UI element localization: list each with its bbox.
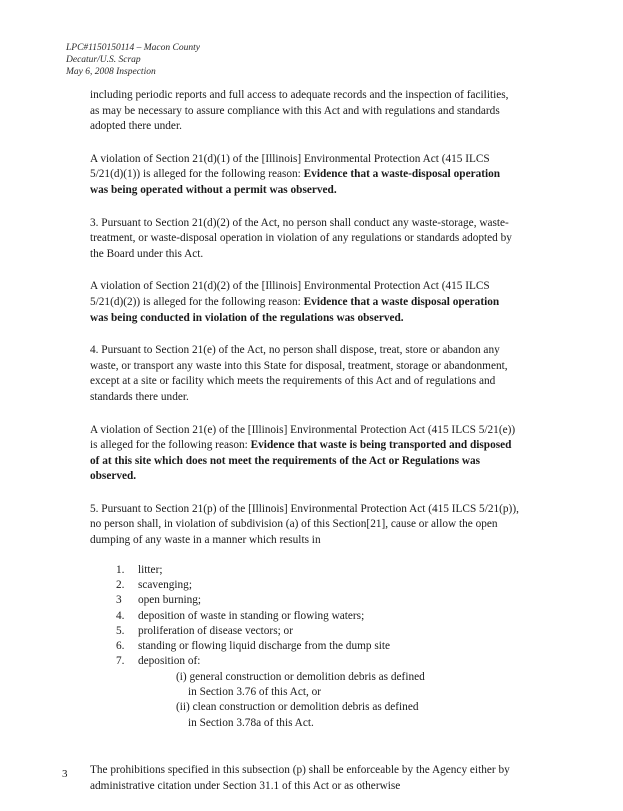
header-inspection-date: May 6, 2008 Inspection	[66, 67, 156, 77]
header-site-name: Decatur/U.S. Scrap	[66, 55, 141, 65]
sublist-item: (i) general construction or demolition debris as defined in Section 3.76 of this Act, or	[176, 670, 425, 699]
header-case-number: LPC#1150150114 – Macon County	[66, 43, 200, 53]
violation-reason: Evidence that a waste-disposal operation was being operated without a permit was observed.	[90, 168, 501, 196]
violation-reason: Evidence that waste is being transported and disposed of at this site which does not meet the requirements of the Act or Regulations was observed.	[90, 439, 512, 483]
paragraph-enforcement: The prohibitions specified in this subsection (p) shall be enforceable by the Agency either by administrative citation under Section 31.1 of this Act or as otherwise	[90, 763, 510, 792]
document-body	[90, 88, 520, 811]
violation-paragraph-21d1	[90, 152, 520, 199]
violation-paragraph-21d2	[90, 279, 520, 326]
violation-paragraph-21e	[90, 423, 520, 485]
sublist-item: (ii) clean construction or demolition debris as defined in Section 3.78a of this Act.	[176, 701, 419, 729]
violation-text: A violation of Section 21(d)(2) of the [Illinois] Environmental Protection Act (415 ILCS 5/21(d)(2)) is alleged for the following reason:	[90, 280, 490, 308]
page-number: 3	[62, 768, 68, 780]
violation-text: A violation of Section 21(d)(1) of the [Illinois] Environmental Protection Act (415 ILCS 5/21(d)(1)) is alleged for the following reason:	[90, 152, 490, 181]
list-item: 5. proliferation of disease vectors; or	[116, 624, 293, 637]
violation-reason: Evidence that a waste disposal operation was being conducted in violation of the regulations was observed.	[90, 295, 500, 324]
list-item: 2. scavenging;	[116, 578, 192, 591]
paragraph-item-5: 5. Pursuant to Section 21(p) of the [Illinois] Environmental Protection Act (415 ILCS 5/21(p)), no person shall, in violation of subdivision (a) of this Section[21], cause or allow the open dumping of any waste in a manner which results in	[90, 502, 519, 547]
open-dumping-list	[90, 563, 520, 731]
paragraph-continuation: including periodic reports and full access to adequate records and the inspection of facilities, as may be necessary to assure compliance with this Act and with regulations and standards adopted there under.	[90, 89, 509, 133]
document-header	[66, 42, 200, 78]
deposition-sublist	[138, 670, 520, 731]
list-item: 3 open burning;	[116, 594, 202, 607]
paragraph-item-3: 3. Pursuant to Section 21(d)(2) of the Act, no person shall conduct any waste-storage, waste-treatment, or waste-disposal operation in violation of any regulations or standards adopted by the Board under this Act.	[90, 216, 512, 260]
list-item: 1. litter;	[116, 563, 163, 576]
list-item: 6. standing or flowing liquid discharge from the dump site	[116, 640, 391, 653]
violation-text: A violation of Section 21(e) of the [Illinois] Environmental Protection Act (415 ILCS 5/21(e)) is alleged for the following reason:	[90, 423, 516, 452]
paragraph-item-4: 4. Pursuant to Section 21(e) of the Act, no person shall dispose, treat, store or abandon any waste, or transport any waste into this State for disposal, treatment, storage or abandonment, except at a site or facility which meets the requirements of this Act and of regulations and standards there under.	[90, 344, 508, 403]
list-item: 4. deposition of waste in standing or flowing waters;	[116, 609, 365, 622]
list-item: 7. deposition of: (i) general construction or demolition debris as defined in Section 3.76 of this Act, or (ii) clean construction or demolition debris as defined in Section 3.78a of this Act.	[90, 654, 520, 730]
